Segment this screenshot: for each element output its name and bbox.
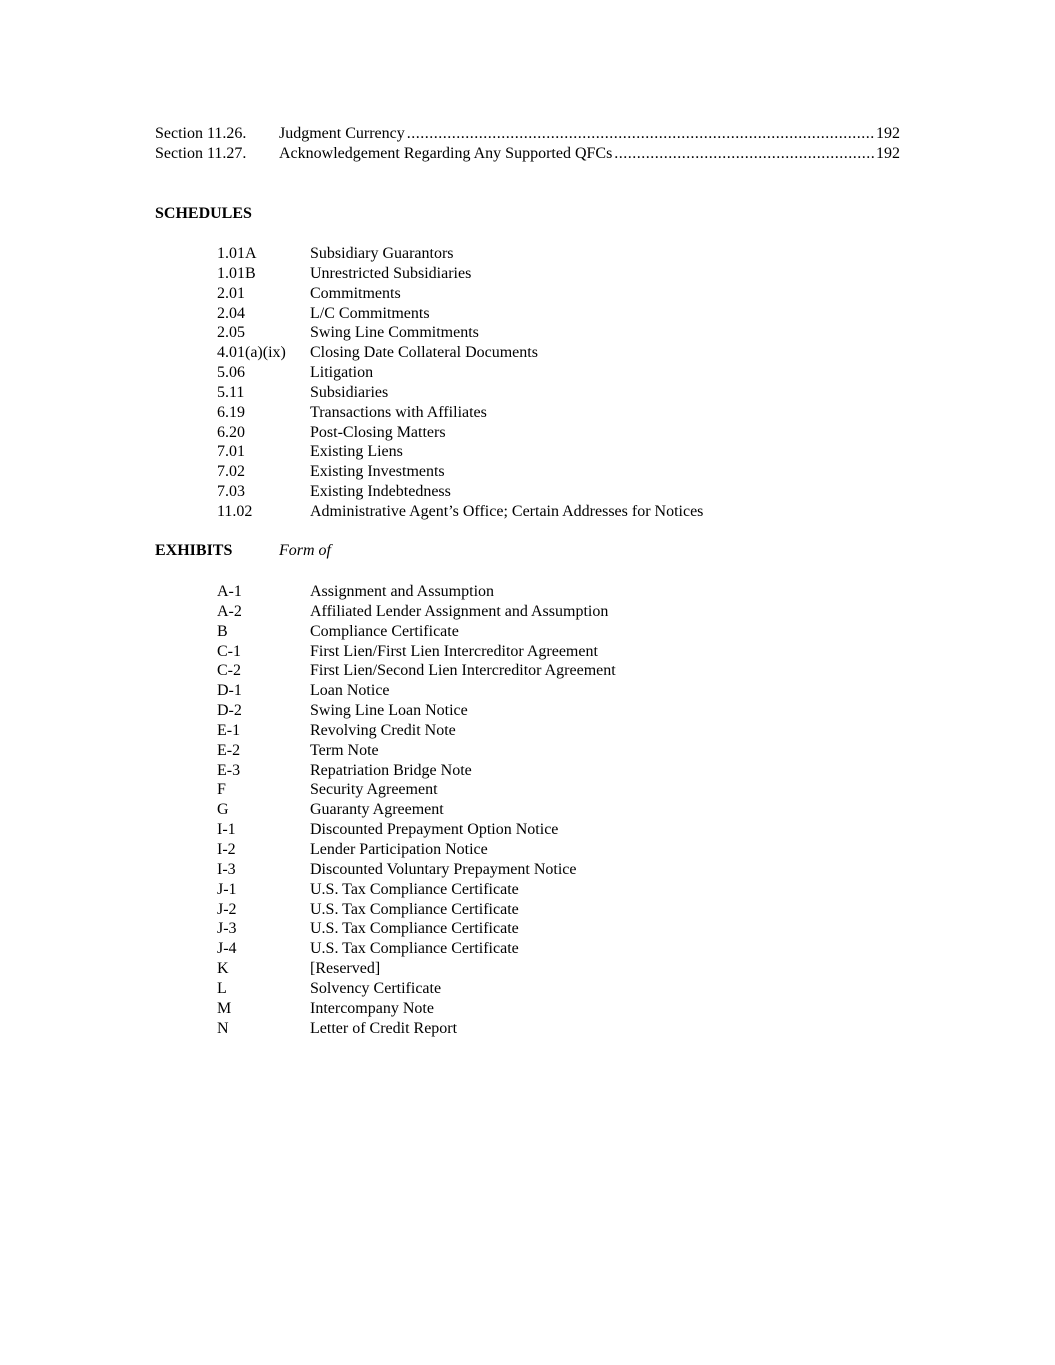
exhibits-list xyxy=(217,582,837,1038)
exhibit-title: Term Note xyxy=(310,741,379,759)
exhibit-code: N xyxy=(217,1019,229,1037)
exhibit-code: I-1 xyxy=(217,821,236,839)
schedule-code: 2.01 xyxy=(217,284,245,302)
schedule-title: Subsidiary Guarantors xyxy=(310,245,454,262)
schedule-item xyxy=(217,363,837,383)
exhibit-code: F xyxy=(217,781,226,799)
schedule-title: Closing Date Collateral Documents xyxy=(310,344,538,362)
exhibit-code: E-3 xyxy=(217,761,241,779)
exhibit-code: C-2 xyxy=(217,662,241,680)
exhibit-code: E-2 xyxy=(217,741,241,759)
exhibit-item xyxy=(217,582,837,602)
exhibit-item xyxy=(217,800,837,820)
schedule-item xyxy=(217,284,837,304)
exhibit-item xyxy=(217,780,837,800)
exhibit-title: Compliance Certificate xyxy=(310,622,459,640)
exhibit-item xyxy=(217,820,837,840)
exhibit-title: First Lien/First Lien Intercreditor Agreement xyxy=(310,642,598,660)
exhibit-code: J-4 xyxy=(217,940,237,958)
toc-section-title: Judgment Currency xyxy=(279,125,405,142)
schedule-title: Unrestricted Subsidiaries xyxy=(310,264,472,282)
schedule-code: 1.01A xyxy=(217,245,257,262)
exhibit-title: Discounted Prepayment Option Notice xyxy=(310,821,559,839)
toc-section-number: Section 11.26. xyxy=(155,125,247,142)
exhibit-item xyxy=(217,979,837,999)
exhibit-code: M xyxy=(217,999,232,1017)
toc-section-number: Section 11.27. xyxy=(155,145,247,162)
exhibit-code: J-2 xyxy=(217,900,237,918)
schedule-title: Commitments xyxy=(310,284,401,302)
exhibits-heading: EXHIBITS xyxy=(155,542,233,559)
exhibit-item xyxy=(217,681,837,701)
exhibit-code: A-1 xyxy=(217,583,242,600)
schedule-code: 4.01(a)(ix) xyxy=(217,344,286,362)
exhibit-code: J-3 xyxy=(217,920,237,938)
exhibit-item xyxy=(217,661,837,681)
schedule-title: Subsidiaries xyxy=(310,383,389,401)
exhibit-code: C-1 xyxy=(217,642,241,660)
schedule-code: 1.01B xyxy=(217,264,256,282)
schedule-code: 5.06 xyxy=(217,364,245,382)
exhibit-code: G xyxy=(217,801,229,819)
schedule-item xyxy=(217,442,837,462)
exhibit-item xyxy=(217,701,837,721)
exhibit-item xyxy=(217,880,837,900)
exhibit-item xyxy=(217,721,837,741)
schedule-item xyxy=(217,383,837,403)
exhibit-item xyxy=(217,999,837,1019)
schedule-item xyxy=(217,264,837,284)
schedule-title: L/C Commitments xyxy=(310,304,430,322)
toc-entry xyxy=(155,124,900,144)
exhibit-title: Solvency Certificate xyxy=(310,979,442,997)
exhibit-title: Guaranty Agreement xyxy=(310,801,444,819)
toc-dot-leader xyxy=(614,144,875,164)
toc-section-title: Acknowledgement Regarding Any Supported QFCs xyxy=(279,145,613,162)
exhibit-title: U.S. Tax Compliance Certificate xyxy=(310,940,519,958)
schedule-item xyxy=(217,244,837,264)
schedule-item xyxy=(217,304,837,324)
exhibit-code: A-2 xyxy=(217,602,242,620)
exhibit-title: [Reserved] xyxy=(310,960,381,978)
toc-page-number: 192 xyxy=(876,125,900,142)
exhibit-title: Discounted Voluntary Prepayment Notice xyxy=(310,860,577,878)
exhibit-title: Letter of Credit Report xyxy=(310,1019,458,1037)
schedule-title: Transactions with Affiliates xyxy=(310,403,487,421)
schedule-item xyxy=(217,323,837,343)
exhibit-item xyxy=(217,840,837,860)
schedule-title: Post-Closing Matters xyxy=(310,423,446,441)
exhibit-code: D-1 xyxy=(217,682,242,700)
schedule-item xyxy=(217,403,837,423)
toc-entry xyxy=(155,144,900,164)
exhibit-title: Repatriation Bridge Note xyxy=(310,761,472,779)
schedules-heading: SCHEDULES xyxy=(155,205,252,222)
schedule-title: Litigation xyxy=(310,364,374,382)
schedule-code: 11.02 xyxy=(217,502,253,520)
schedule-code: 7.03 xyxy=(217,483,245,501)
exhibit-title: U.S. Tax Compliance Certificate xyxy=(310,920,519,938)
table-of-contents xyxy=(155,124,900,164)
exhibit-item xyxy=(217,1019,837,1039)
schedule-code: 2.05 xyxy=(217,324,245,342)
exhibit-item xyxy=(217,860,837,880)
exhibit-code: I-3 xyxy=(217,860,236,878)
exhibit-title: U.S. Tax Compliance Certificate xyxy=(310,880,519,898)
exhibit-title: First Lien/Second Lien Intercreditor Agreement xyxy=(310,662,616,680)
exhibit-item xyxy=(217,959,837,979)
exhibit-title: Affiliated Lender Assignment and Assumption xyxy=(310,602,609,620)
schedule-code: 2.04 xyxy=(217,304,245,322)
schedule-item xyxy=(217,462,837,482)
exhibit-item xyxy=(217,642,837,662)
exhibit-code: J-1 xyxy=(217,880,237,898)
exhibit-item xyxy=(217,761,837,781)
exhibit-title: Lender Participation Notice xyxy=(310,840,488,858)
schedule-item xyxy=(217,482,837,502)
exhibit-title: Loan Notice xyxy=(310,682,390,700)
exhibit-title: Assignment and Assumption xyxy=(310,583,495,600)
toc-page-number: 192 xyxy=(876,145,900,162)
schedule-title: Existing Investments xyxy=(310,463,445,481)
exhibit-item xyxy=(217,900,837,920)
exhibit-title: U.S. Tax Compliance Certificate xyxy=(310,900,519,918)
schedule-title: Swing Line Commitments xyxy=(310,324,479,342)
exhibit-item xyxy=(217,622,837,642)
schedule-code: 7.01 xyxy=(217,443,245,461)
exhibit-code: B xyxy=(217,622,228,640)
schedules-list xyxy=(217,244,837,522)
exhibit-item xyxy=(217,741,837,761)
schedule-code: 6.19 xyxy=(217,403,245,421)
exhibit-code: L xyxy=(217,979,227,997)
schedule-item xyxy=(217,343,837,363)
schedule-title: Existing Indebtedness xyxy=(310,483,451,501)
exhibit-title: Revolving Credit Note xyxy=(310,721,456,739)
exhibits-form-of-label: Form of xyxy=(279,542,331,559)
exhibit-item xyxy=(217,939,837,959)
exhibit-title: Swing Line Loan Notice xyxy=(310,702,468,720)
exhibit-code: E-1 xyxy=(217,721,241,739)
schedule-item xyxy=(217,423,837,443)
exhibit-title: Security Agreement xyxy=(310,781,438,799)
schedule-code: 6.20 xyxy=(217,423,245,441)
exhibit-item xyxy=(217,602,837,622)
schedule-code: 5.11 xyxy=(217,383,245,401)
schedule-title: Administrative Agent’s Office; Certain Addresses for Notices xyxy=(310,502,704,520)
exhibit-code: I-2 xyxy=(217,840,236,858)
exhibit-title: Intercompany Note xyxy=(310,999,434,1017)
toc-dot-leader xyxy=(407,124,875,144)
exhibit-code: K xyxy=(217,960,229,978)
schedule-title: Existing Liens xyxy=(310,443,403,461)
exhibit-code: D-2 xyxy=(217,702,242,720)
schedule-code: 7.02 xyxy=(217,463,245,481)
exhibit-item xyxy=(217,919,837,939)
schedule-item xyxy=(217,502,837,522)
